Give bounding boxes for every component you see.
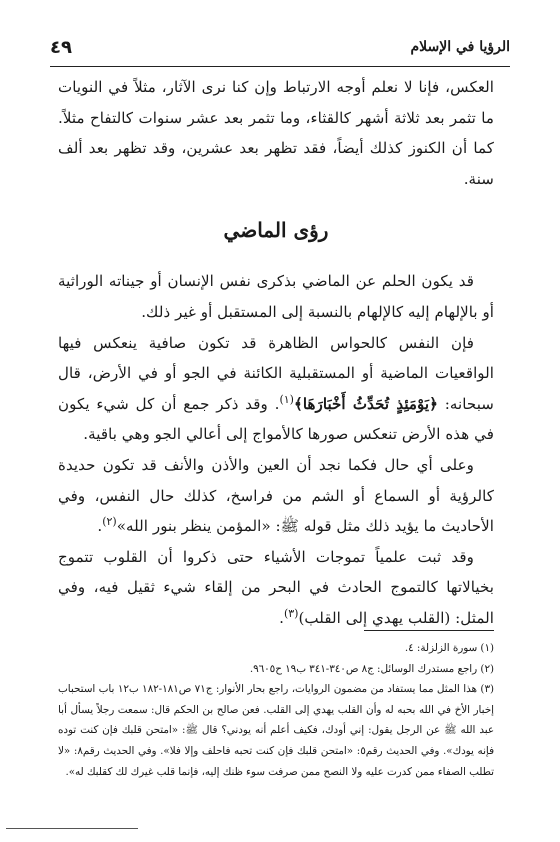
paragraph-text: . xyxy=(97,517,103,536)
paragraph-with-verse xyxy=(58,328,494,450)
section-heading: رؤى الماضي xyxy=(223,218,329,243)
running-title: الرؤيا في الإسلام xyxy=(410,39,510,55)
running-header xyxy=(50,30,510,64)
page-number: ٤٩ xyxy=(50,36,72,58)
paragraph: قد يكون الحلم عن الماضي بذكرى نفس الإنسان أو جيناته الوراثية أو بالإلهام إليه كالإلهام بالنسبة إلى المستقبل أو غير ذلك. xyxy=(58,272,494,321)
footnote-ref: (٣) xyxy=(283,606,299,620)
footnote-divider xyxy=(364,630,494,631)
footnote: (٢) راجع مستدرك الوسائل: ج٨ ص٣٤٠-٣٤١ ب١٩ ح٩٦٠٥. xyxy=(249,662,494,675)
page-edge-line xyxy=(6,828,138,829)
footnote: (٣) هذا المثل مما يستفاد من مضمون الروايات، راجع بحار الأنوار: ج٧١ ص١٨١-١٨٢ ب١٢ باب استحباب إخبار الأخ في الله بحبه له وأن القلب يهدي إلى القلب. فعن صالح بن الحكم قال: سمعت رجلاً يسأل أبا عبد الله ﷺ عن الرجل يقول: إني أودك، فكيف أعلم أنه يودني؟ قال ﷺ: «امتحن قلبك فإن كنت توده فإنه يودك». وفي الحديث رقم٥: «امتحن قلبك فإن كنت تحبه فاحلف وإلا فلا». وفي الحديث رقم٨: «لا تطلب الصفاء ممن كدرت عليه ولا النصح ممن صرفت سوء ظنك إليه، فإنما قلب غيرك لك كقلبك له». xyxy=(58,683,494,778)
paragraph-text: فإن النفس كالحواس الظاهرة قد تكون صافية ينعكس فيها الواقعيات الماضية أو المستقبلية الكائنة في الجو أو في الأرض، قال سبحانه: xyxy=(58,333,494,413)
paragraph-text: وعلى أي حال فكما نجد أن العين والأذن والأنف قد تكون حديدة كالرؤية أو السماع أو الشم من فراسخ، كذلك حال النفس، وفي الأحاديث ما يؤيد ذلك مثل قوله ﷺ: «المؤمن ينظر بنور الله» xyxy=(58,455,494,536)
paragraph-continued: العكس، فإنا لا نعلم أوجه الارتباط وإن كنا نرى الآثار، مثلاً في النويات ما تثمر بعد ثلاثة أشهر كالقثاء، وما تثمر بعد عشر سنوات كالتفاح مثلاً. كما أن الكنوز كذلك أيضاً، فقد تظهر بعد عشرين، وقد تظهر بعد ألف سنة. xyxy=(58,78,494,188)
paragraph-text: . xyxy=(279,608,284,627)
footnote: (١) سورة الزلزلة: ٤. xyxy=(404,642,494,654)
footnotes xyxy=(58,638,494,782)
paragraph-with-hadith xyxy=(58,450,494,542)
quran-verse: ﴿يَوْمَئِذٍ تُحَدِّثُ أَخْبَارَهَا﴾ xyxy=(293,394,439,413)
main-text xyxy=(58,72,494,634)
paragraph-text: وقد ثبت علمياً تموجات الأشياء حتى ذكروا أن القلوب تتموج بخيالاتها كالتموج الحادث في البحر من إلقاء شيء ثقيل فيه، وفي المثل: (القلب يهدي إلى القلب) xyxy=(58,547,494,627)
header-divider xyxy=(50,66,510,67)
paragraph xyxy=(58,542,494,634)
paragraph-text: . وقد ذكر جمع أن كل شيء يكون في هذه الأرض تنعكس صورها كالأمواج إلى أعالي الجو وهي باقية. xyxy=(58,394,494,444)
footnote-ref: (١) xyxy=(279,392,294,406)
footnote-ref: (٢) xyxy=(102,515,117,529)
